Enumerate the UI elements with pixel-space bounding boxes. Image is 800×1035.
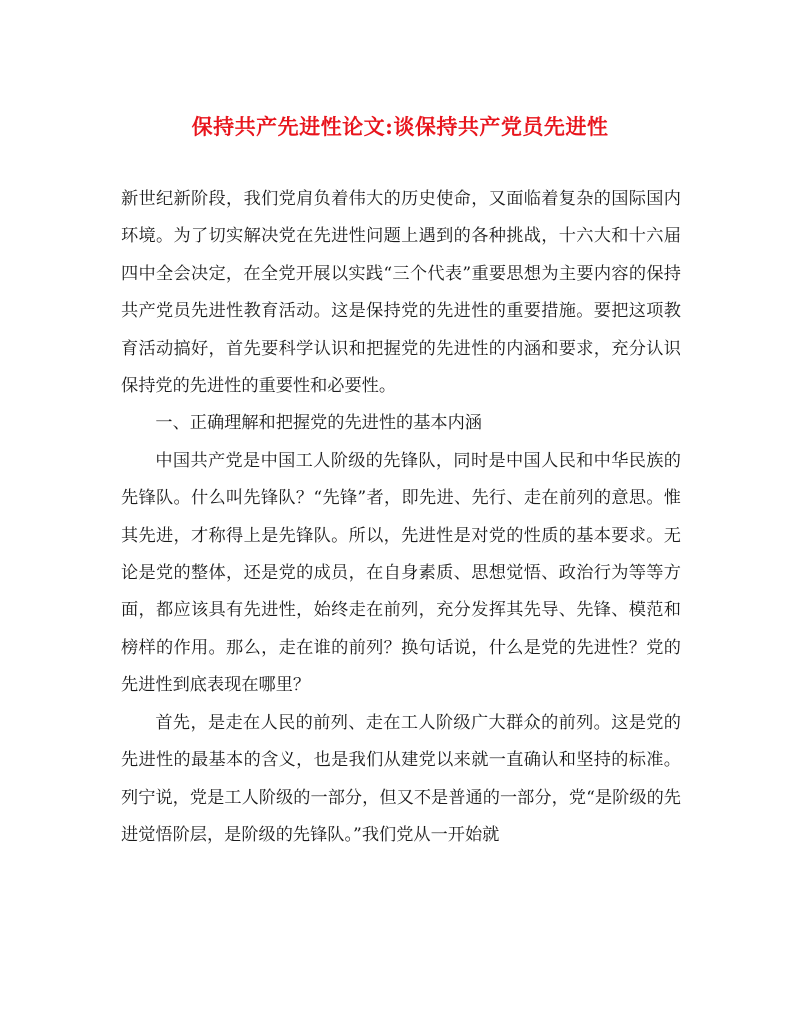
document-title: 保持共产先进性论文:谈保持共产党员先进性	[191, 114, 609, 139]
paragraph-intro: 新世纪新阶段，我们党肩负着伟大的历史使命，又面临着复杂的国际国内环境。为了切实解决党在先进性问题上遇到的各种挑战，十六大和十六届四中全会决定，在全党开展以实践“三个代表”重要思想为主要内容的保持共产党员先进性教育活动。这是保持党的先进性的重要措施。要把这项教育活动搞好，首先要科学认识和把握党的先进性的内涵和要求，充分认识保持党的先进性的重要性和必要性。	[121, 189, 681, 397]
section-heading-1: 一、正确理解和把握党的先进性的基本内涵	[155, 413, 482, 434]
document-body	[121, 181, 681, 854]
paragraph-first-point: 首先，是走在人民的前列、走在工人阶级广大群众的前列。这是党的先进性的最基本的含义，也是我们从建党以来就一直确认和坚持的标准。列宁说，党是工人阶级的一部分，但又不是普通的一部分，党“是阶级的先进觉悟阶层，是阶级的先锋队。”我们党从一开始就	[121, 712, 681, 845]
paragraph-vanguard: 中国共产党是中国工人阶级的先锋队，同时是中国人民和中华民族的先锋队。什么叫先锋队？“先锋”者，即先进、先行、走在前列的意思。惟其先进，才称得上是先锋队。所以，先进性是对党的性质的基本要求。无论是党的整体，还是党的成员，在自身素质、思想觉悟、政治行为等等方面，都应该具有先进性，始终走在前列，充分发挥其先导、先锋、模范和榜样的作用。那么，走在谁的前列？换句话说，什么是党的先进性？党的先进性到底表现在哪里？	[121, 450, 681, 696]
